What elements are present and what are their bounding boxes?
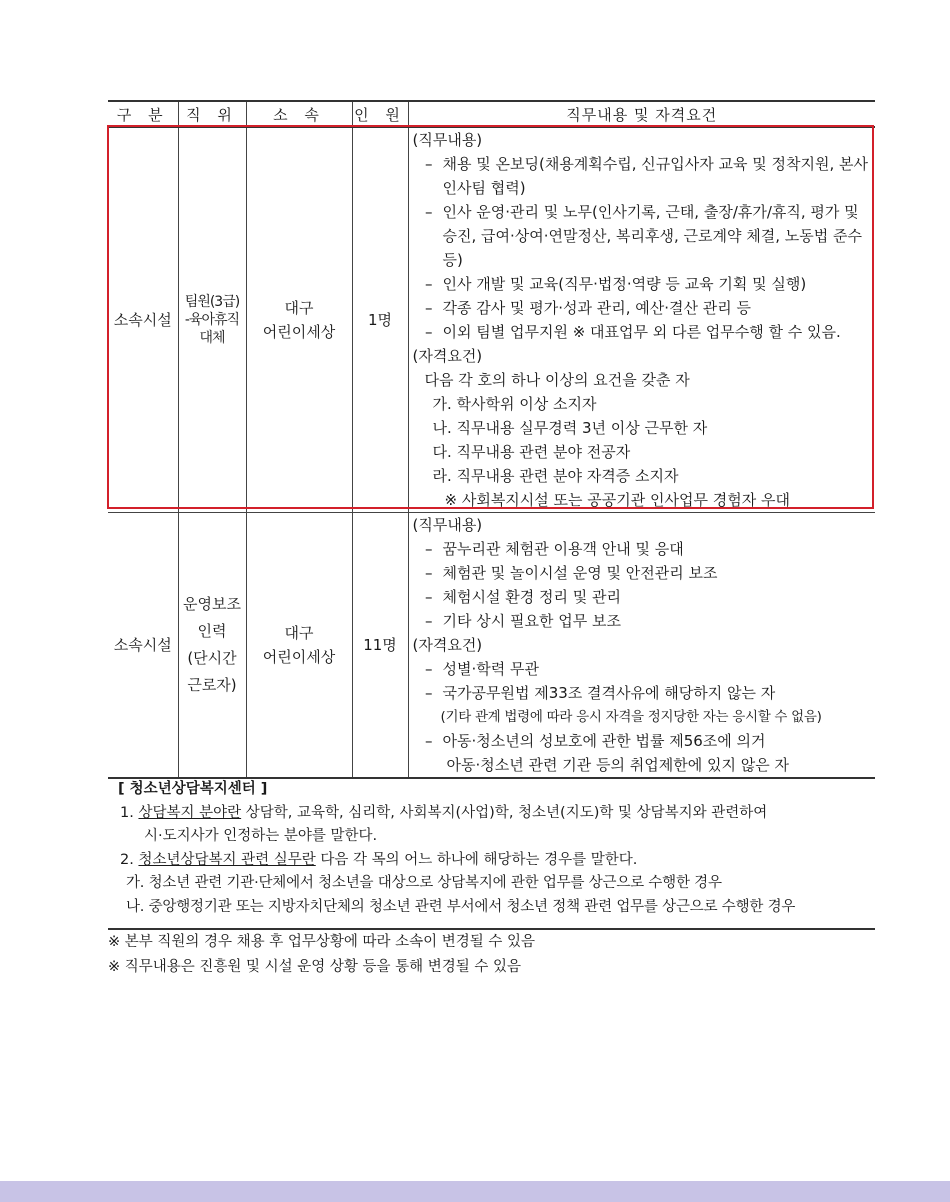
note-continuation: 시·도지사가 인정하는 분야를 말한다. (144, 828, 378, 845)
note-subitem: 나. 중앙행정기관 또는 지방자치단체의 청소년 관련 부서에서 청소년 정책 관련 업무를 상근으로 수행한 경우 (126, 898, 796, 915)
qual-item: 라. 직무내용 관련 분야 자격증 소지자 (432, 467, 679, 485)
dash-marker: – (425, 540, 433, 558)
duty-item (413, 561, 876, 585)
row2-headcount: 11명 (352, 513, 408, 779)
note-subitem: 가. 청소년 관련 기관·단체에서 청소년을 대상으로 상담복지에 관한 업무를 상근으로 수행한 경우 (126, 875, 722, 892)
qual-title: (자격요건) (412, 347, 483, 365)
duty-item (413, 200, 876, 272)
row2-affiliation-line: 대구 (284, 624, 314, 642)
header-division: 구 분 (108, 101, 178, 127)
qual-item (413, 729, 876, 777)
header-position: 직 위 (178, 101, 246, 127)
duty-text: 각종 감사 및 평가·성과 관리, 예산·결산 관리 등 (442, 299, 752, 317)
duty-item (413, 296, 876, 320)
row1-position-line: 팀원(3급) (184, 294, 240, 310)
qual-item (413, 657, 876, 681)
note-text: 상담학, 교육학, 심리학, 사회복지(사업)학, 청소년(지도)학 및 상담복지와 관련하여 (241, 804, 768, 821)
row1-position (178, 127, 246, 513)
note-number: 2. (120, 851, 134, 868)
duty-item (413, 152, 876, 200)
qual-text-line: 아동·청소년 관련 기관 등의 취업제한에 있지 않은 자 (446, 756, 789, 774)
header-headcount: 인 원 (352, 101, 408, 127)
qual-item: 다. 직무내용 관련 분야 전공자 (432, 443, 631, 461)
duty-item (413, 272, 876, 296)
row1-affiliation-line: 대구 (284, 299, 314, 317)
dash-marker: – (425, 660, 433, 678)
table-header-row (108, 101, 875, 127)
duty-text: 채용 및 온보딩(채용계획수립, 신규입사자 교육 및 정착지원, 본사 인사팀 협력) (442, 155, 869, 197)
row2-position (178, 513, 246, 779)
row2-division: 소속시설 (108, 513, 178, 779)
duty-text: 인사 개발 및 교육(직무·법정·역량 등 교육 기획 및 실행) (442, 275, 807, 293)
note-term: 청소년상담복지 관련 실무란 (138, 851, 316, 868)
dash-marker: – (425, 299, 433, 317)
row2-position-line: 근로자) (187, 676, 237, 694)
bottom-band (0, 1181, 950, 1202)
youth-center-notes (108, 778, 875, 920)
table-row (108, 127, 875, 513)
divider (108, 928, 875, 930)
dash-marker: – (425, 564, 433, 582)
duties-title: (직무내용) (412, 516, 483, 534)
note-number: 1. (120, 804, 134, 821)
duty-text: 꿈누리관 체험관 이용객 안내 및 응대 (442, 540, 684, 558)
qual-note: ※ 사회복지시설 또는 공공기관 인사업무 경험자 우대 (444, 491, 790, 509)
dash-marker: – (425, 612, 433, 630)
qual-title: (자격요건) (412, 636, 483, 654)
qual-item (413, 681, 876, 705)
qual-text: 성별·학력 무관 (442, 660, 539, 678)
row2-position-line: 인력 (197, 622, 227, 640)
dash-marker: – (425, 155, 433, 173)
row2-affiliation (246, 513, 352, 779)
note-text: 다음 각 목의 어느 하나에 해당하는 경우를 말한다. (315, 851, 638, 868)
dash-marker: – (425, 588, 433, 606)
note-item (108, 849, 875, 873)
qual-paren-note: (기타 관계 법령에 따라 응시 자격을 정지당한 자는 응시할 수 없음) (440, 709, 822, 725)
duty-text: 이외 팀별 업무지원 ※ 대표업무 외 다른 업무수행 할 수 있음. (442, 323, 841, 341)
table-row (108, 513, 875, 779)
dash-marker: – (425, 203, 433, 221)
row1-affiliation-line: 어린이세상 (262, 323, 336, 341)
row1-division: 소속시설 (108, 127, 178, 513)
footnote: ※ 직무내용은 진흥원 및 시설 운영 상황 등을 통해 변경될 수 있음 (108, 959, 522, 975)
note-item (108, 802, 875, 826)
duty-item (413, 585, 876, 609)
duty-text: 체험시설 환경 정리 및 관리 (442, 588, 621, 606)
job-table (108, 100, 875, 779)
row1-headcount: 1명 (352, 127, 408, 513)
row1-duties-cell (408, 127, 875, 513)
row1-position-line: -육아휴직 (184, 312, 240, 328)
dash-marker: – (425, 684, 433, 702)
qual-item: 나. 직무내용 실무경력 3년 이상 근무한 자 (432, 419, 708, 437)
footnote: ※ 본부 직원의 경우 채용 후 업무상황에 따라 소속이 변경될 수 있음 (108, 934, 536, 950)
qual-intro: 다음 각 호의 하나 이상의 요건을 갖춘 자 (424, 371, 690, 389)
notes-title: [ 청소년상담복지센터 ] (118, 781, 268, 797)
dash-marker: – (425, 275, 433, 293)
qual-item: 가. 학사학위 이상 소지자 (432, 395, 597, 413)
dash-marker: – (425, 323, 433, 341)
duty-text: 체험관 및 놀이시설 운영 및 안전관리 보조 (442, 564, 718, 582)
dash-marker: – (425, 732, 433, 750)
duty-item (413, 609, 876, 633)
row2-position-line: (단시간 (187, 649, 237, 667)
duty-item (413, 537, 876, 561)
header-duties: 직무내용 및 자격요건 (408, 101, 875, 127)
duty-text: 기타 상시 필요한 업무 보조 (442, 612, 621, 630)
qual-text (443, 729, 876, 777)
note-term: 상담복지 분야란 (138, 804, 242, 821)
duty-text: 인사 운영·관리 및 노무(인사기록, 근태, 출장/휴가/휴직, 평가 및 승진, 급여·상여·연말정산, 복리후생, 근로계약 체결, 노동법 준수 등) (442, 203, 862, 269)
header-affiliation: 소 속 (246, 101, 352, 127)
qual-text-line: 아동·청소년의 성보호에 관한 법률 제56조에 의거 (442, 732, 766, 750)
duties-title: (직무내용) (412, 131, 483, 149)
row1-affiliation (246, 127, 352, 513)
row2-duties-cell (408, 513, 875, 779)
row2-position-line: 운영보조 (183, 595, 241, 613)
row2-affiliation-line: 어린이세상 (262, 648, 336, 666)
row1-position-line: 대체 (199, 330, 225, 346)
qual-text: 국가공무원법 제33조 결격사유에 해당하지 않는 자 (442, 684, 776, 702)
duty-item (413, 320, 876, 344)
